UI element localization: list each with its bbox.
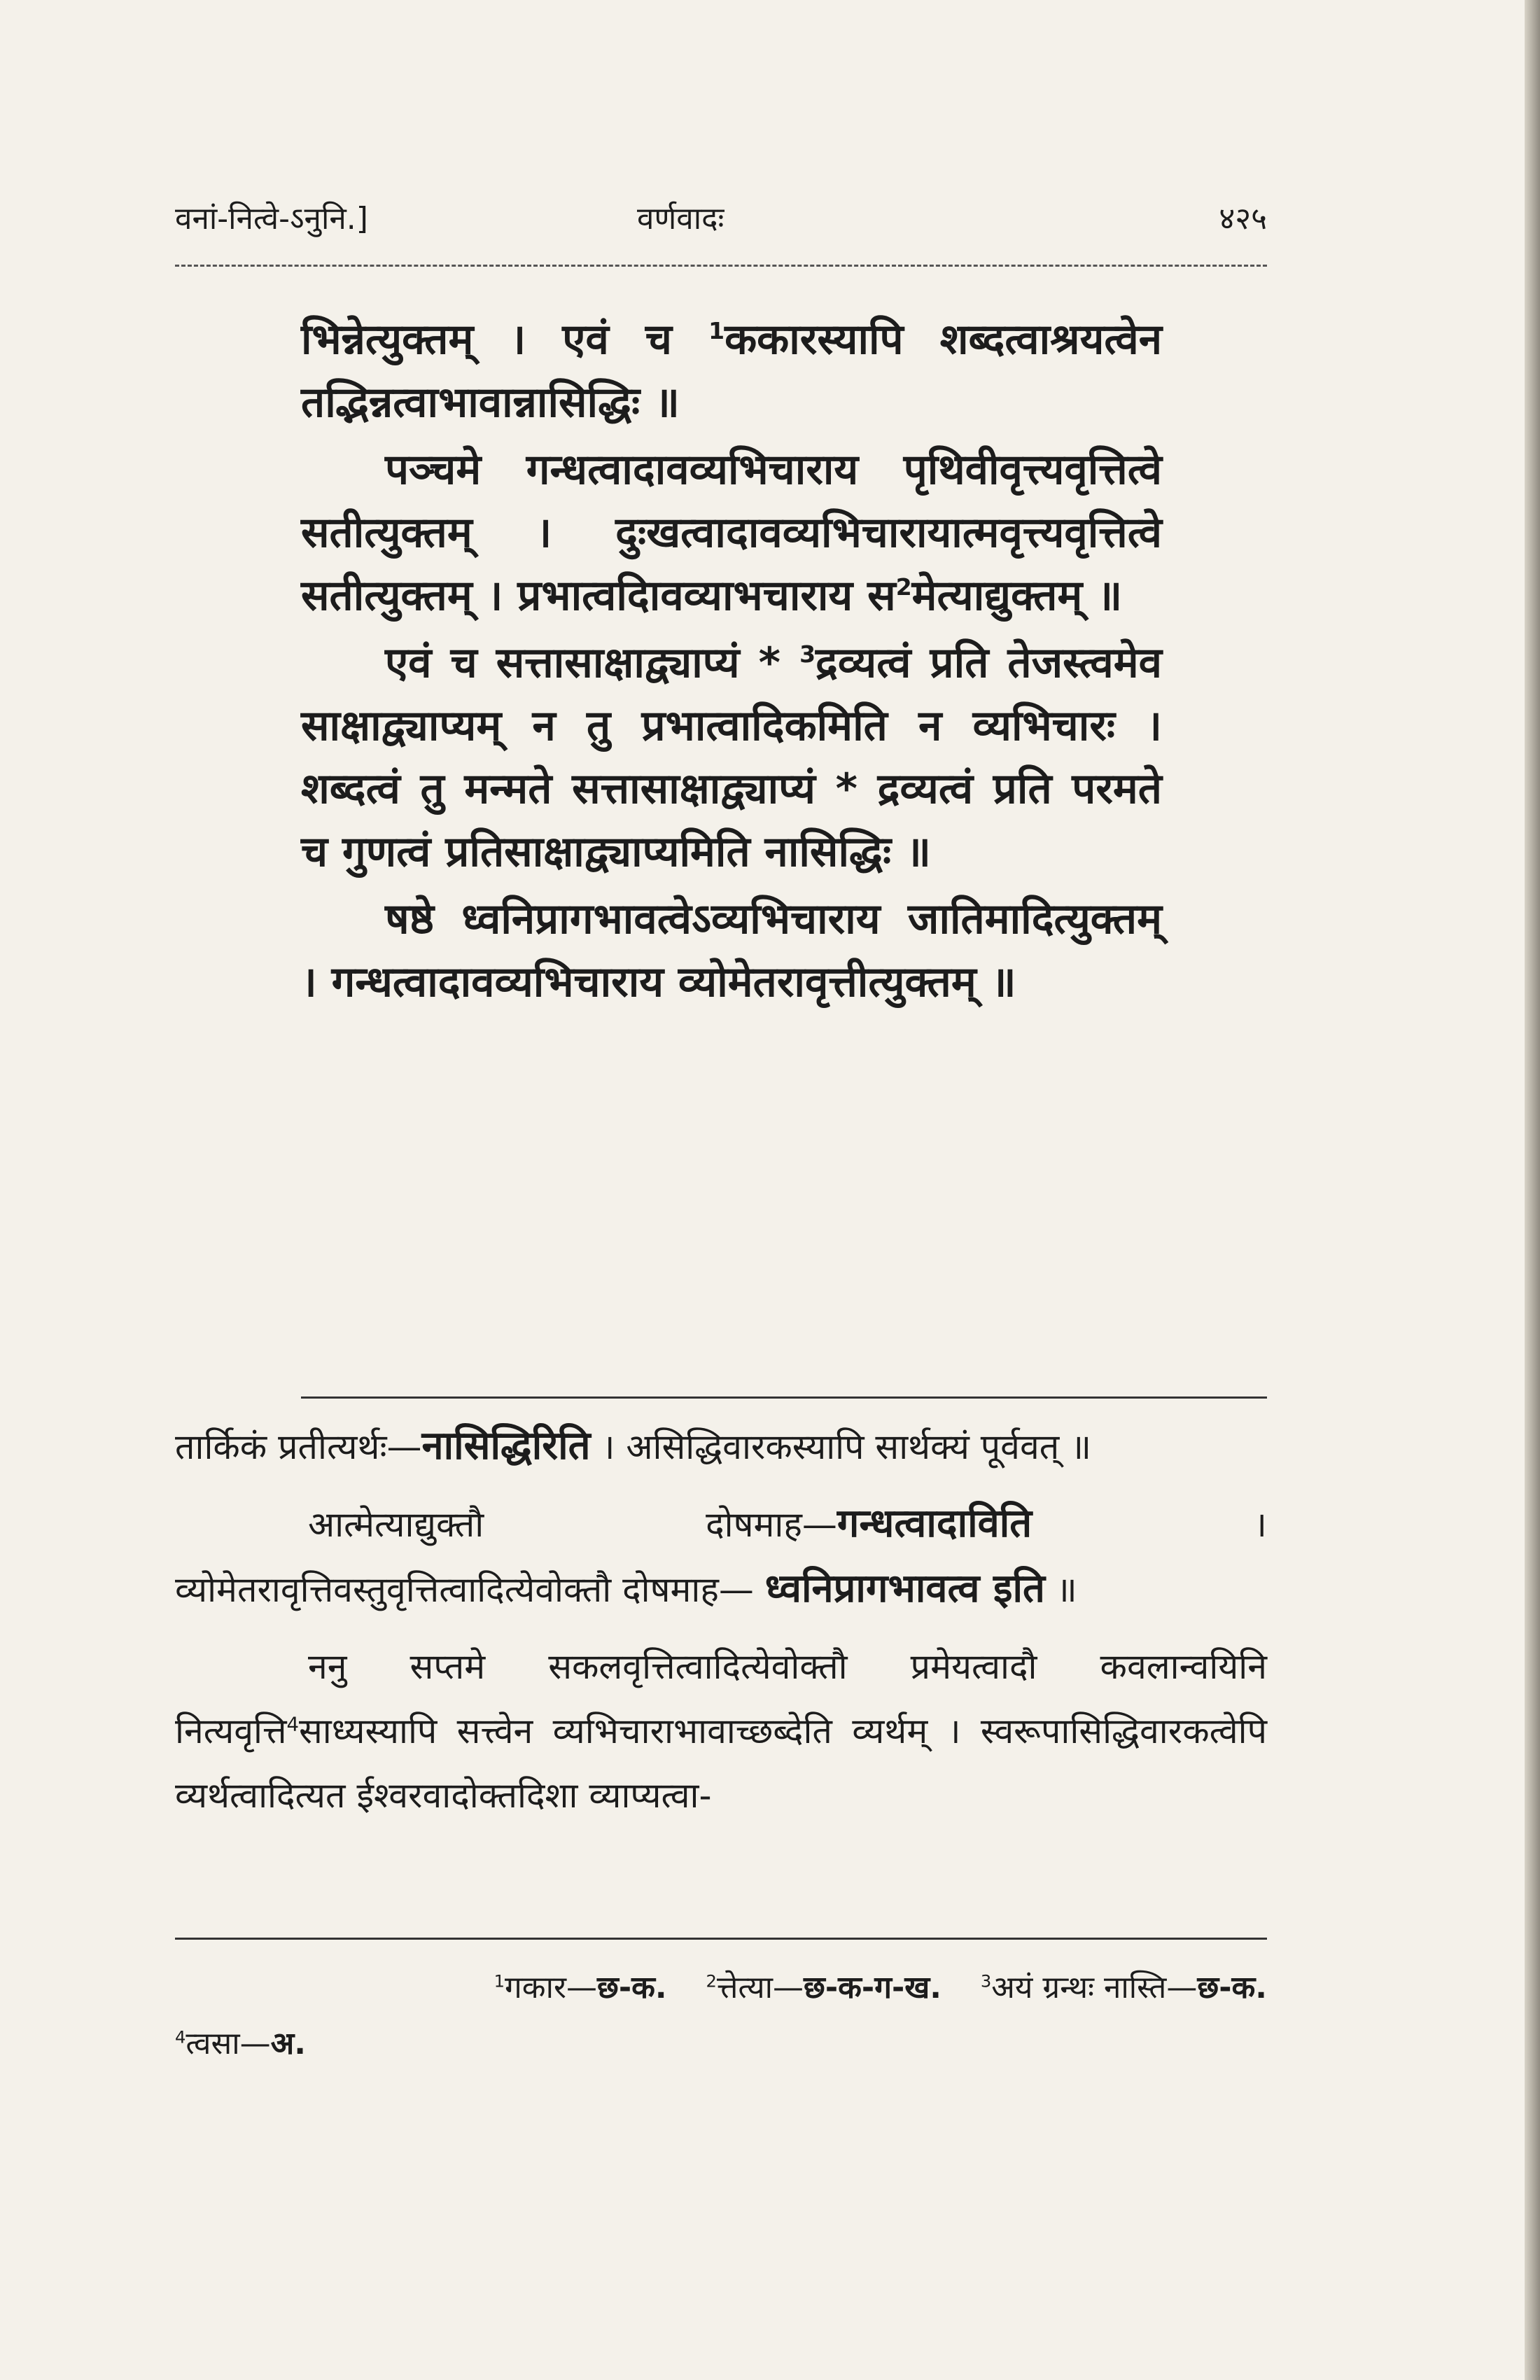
page-edge (1525, 0, 1540, 2380)
footnote-line-1: $^1$गकार—छ-क. $^2$त्तेत्या—छ-क-ग-ख. $^3$अयं ग्रन्थः नास्ति—छ-क. (493, 1970, 1267, 2005)
main-paragraph-2: पञ्चमे गन्धत्वादावव्यभिचाराय पृथिवीवृत्त्यवृत्तित्वे सतीत्युक्तम् । दुःखत्वादावव्यभिचारायात्मवृत्त्यवृत्तित्वे सतीत्युक्तम् । प्रभात्वदिावव्याभचाराय स$^2$मेत्याद्युक्तम् ॥ (301, 445, 1162, 620)
main-paragraph-3: एवं च सत्तासाक्षाद्व्याप्यं * $^3$द्रव्यत्वं प्रति तेजस्त्वमेव साक्षाद्व्याप्यम् न तु प्रभात्वादिकमिति न व्यभिचारः । शब्दत्वं तु मन्मते सत्तासाक्षाद्व्याप्यं * द्रव्यत्वं प्रति परमते च गुणत्वं प्रतिसाक्षाद्व्याप्यमिति नासिद्धिः ॥ (301, 638, 1162, 876)
commentary-paragraph-3: ननु सप्तमे सकलवृत्तित्वादित्येवोक्तौ प्रमेयत्वादौ कवलान्वयिनि नित्यवृत्ति$^4$साध्यस्यापि सत्त्वेन व्यभिचाराभावाच्छब्देति व्यर्थम् । स्वरूपासिद्धिवारकत्वेपि व्यर्थत्वादित्यत ईश्वरवादोक्तदिशा व्याप्यत्वा- (175, 1646, 1267, 1816)
header-rule (175, 265, 1267, 267)
main-paragraph-1: भिन्नेत्युक्तम् । एवं च $^1$ककारस्यापि शब्दत्वाश्रयत्वेन तद्भिन्नत्वाभावान्नासिद्धिः ॥ (301, 315, 1162, 427)
header-left: वनां-नित्वे-ऽनुनि.] (175, 201, 368, 237)
footnote-line-2: $^4$त्वसा—अ. (175, 2026, 306, 2062)
header-title: वर्णवादः (637, 201, 724, 237)
footnotes (175, 1960, 1267, 2072)
commentary-paragraph-1: तार्किकं प्रतीत्यर्थः—नासिद्धिरिति । असिद्धिवारकस्यापि सार्थक्यं पूर्ववत् ॥ (175, 1423, 1092, 1469)
footnote-divider (175, 1938, 1267, 1940)
main-paragraph-4: षष्ठे ध्वनिप्रागभावत्वेऽव्यभिचाराय जातिमादित्युक्तम् । गन्धत्वादावव्यभिचाराय व्योमेतरावृत्तीत्युक्तम् ॥ (301, 895, 1162, 1007)
commentary-paragraph-2: आत्मेत्याद्युक्तौ दोषमाह—गन्धत्वादाविति । व्योमेतरावृत्तिवस्तुवृत्तित्वादित्येवोक्तौ दोषमाह— ध्वनिप्रागभावत्व इति ॥ (175, 1501, 1267, 1611)
main-text (301, 308, 1162, 1018)
page-number: ४२५ (1219, 201, 1267, 237)
commentary-divider (301, 1396, 1267, 1399)
running-header (175, 189, 1267, 252)
commentary (175, 1414, 1267, 1840)
